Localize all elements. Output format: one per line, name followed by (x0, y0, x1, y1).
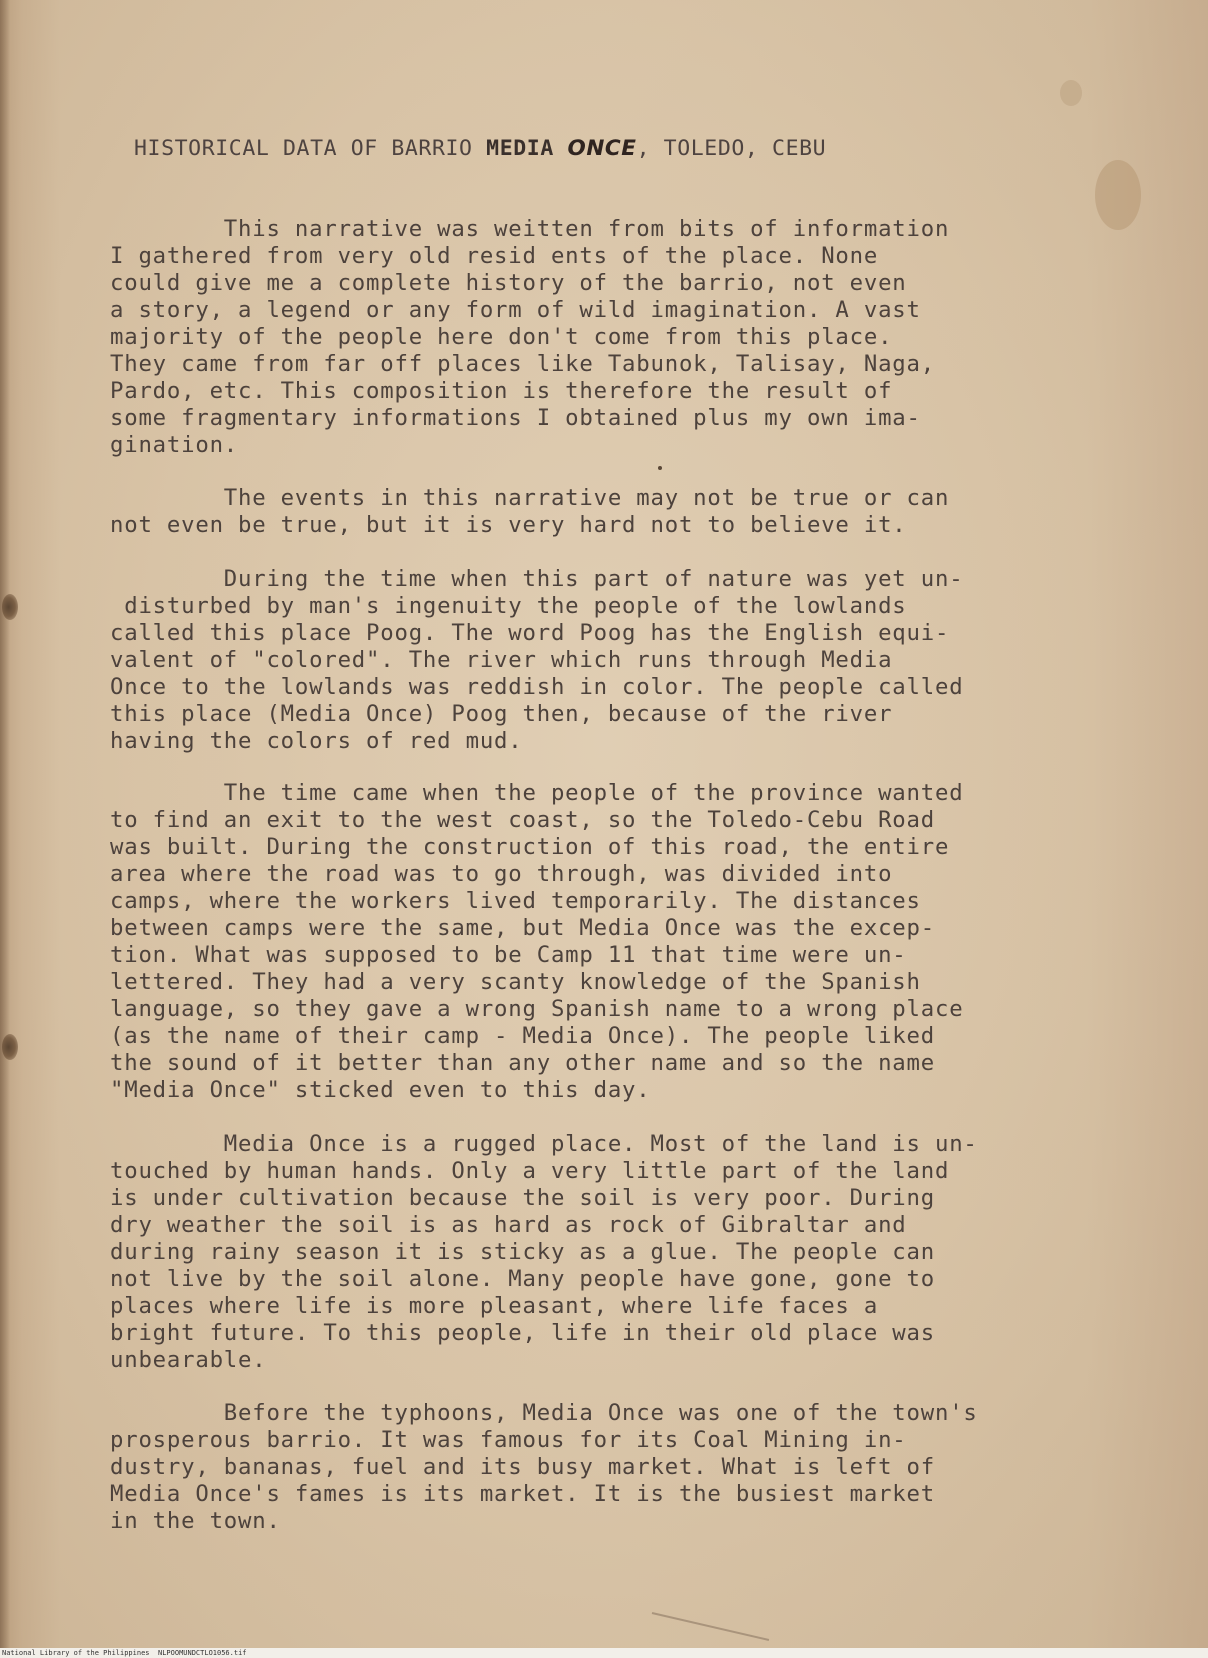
scan-footer (0, 1648, 1208, 1658)
binding-hole (2, 594, 18, 620)
title-bold-word: MEDIA (486, 136, 554, 161)
binding-hole (2, 1034, 18, 1060)
paragraph-disclaimer: The events in this narrative may not be true or can not even be true, but it is very hard not to believe it. (110, 485, 950, 538)
paragraph-road-camps: The time came when the people of the province wanted to find an exit to the west coast, so the Toledo-Cebu Road was built. During the construction of this road, the entire area where the road was to go through, was divided into camps, where the workers lived temporarily. The distances between camps were the same, but Media Once was the excep- tion. What was supposed to be Camp 11 that time were un- lettered. They had a very scanty knowledge of the Spanish language, so they gave a wrong Spanish name to a wrong place (as the name of their camp - Media Once). The people liked the sound of it better than any other name and so the name "Media Once" sticked even to this day. (110, 780, 964, 1103)
footer-filename: NLPOOMUNDCTLO1056.tif (158, 1649, 247, 1657)
paragraph-rugged-place: Media Once is a rugged place. Most of the land is un- touched by human hands. Only a very little part of the land is under cultivation because the soil is very poor. During dry weather the soil is as hard as rock of Gibraltar and during rainy season it is sticky as a glue. The people can not live by the soil alone. Many people have gone, gone to places where life is more pleasant, where life faces a bright future. To this people, life in their old place was unbearable. (110, 1131, 978, 1373)
title-handwritten-word: ONCE (567, 136, 637, 161)
paragraph-poog-origin: During the time when this part of nature was yet un- disturbed by man's ingenuity the people of the lowlands called this place Poog. The word Poog has the English equi- valent of "colored". The river which runs through Media Once to the lowlands was reddish in color. The people called this place (Media Once) Poog then, because of the river having the colors of red mud. (110, 566, 964, 754)
title-prefix: HISTORICAL DATA OF BARRIO (134, 136, 487, 161)
title-suffix: , TOLEDO, CEBU (636, 136, 827, 161)
ink-speck (658, 466, 662, 470)
paragraph-prosperity: Before the typhoons, Media Once was one of the town's prosperous barrio. It was famous for its Coal Mining in- dustry, bananas, fuel and its busy market. What is left of Media Once's fames is its market. It is the busiest market in the town. (110, 1400, 978, 1534)
page-edge-shadow (0, 0, 10, 1648)
paper-scratch (652, 1612, 769, 1641)
footer-library: National Library of the Philippines (2, 1649, 150, 1657)
paragraph-introduction: This narrative was weitten from bits of information I gathered from very old resid ents of the place. None could give me a complete history of the barrio, not even a story, a legend or any form of wild imagination. A vast majority of the people here don't come from this place. They came from far off places like Tabunok, Talisay, Naga, Pardo, etc. This composition is therefore the result of some fragmentary informations I obtained plus my own ima- gination. (110, 216, 950, 458)
paper-stain (1060, 80, 1082, 106)
document-title (134, 136, 826, 161)
